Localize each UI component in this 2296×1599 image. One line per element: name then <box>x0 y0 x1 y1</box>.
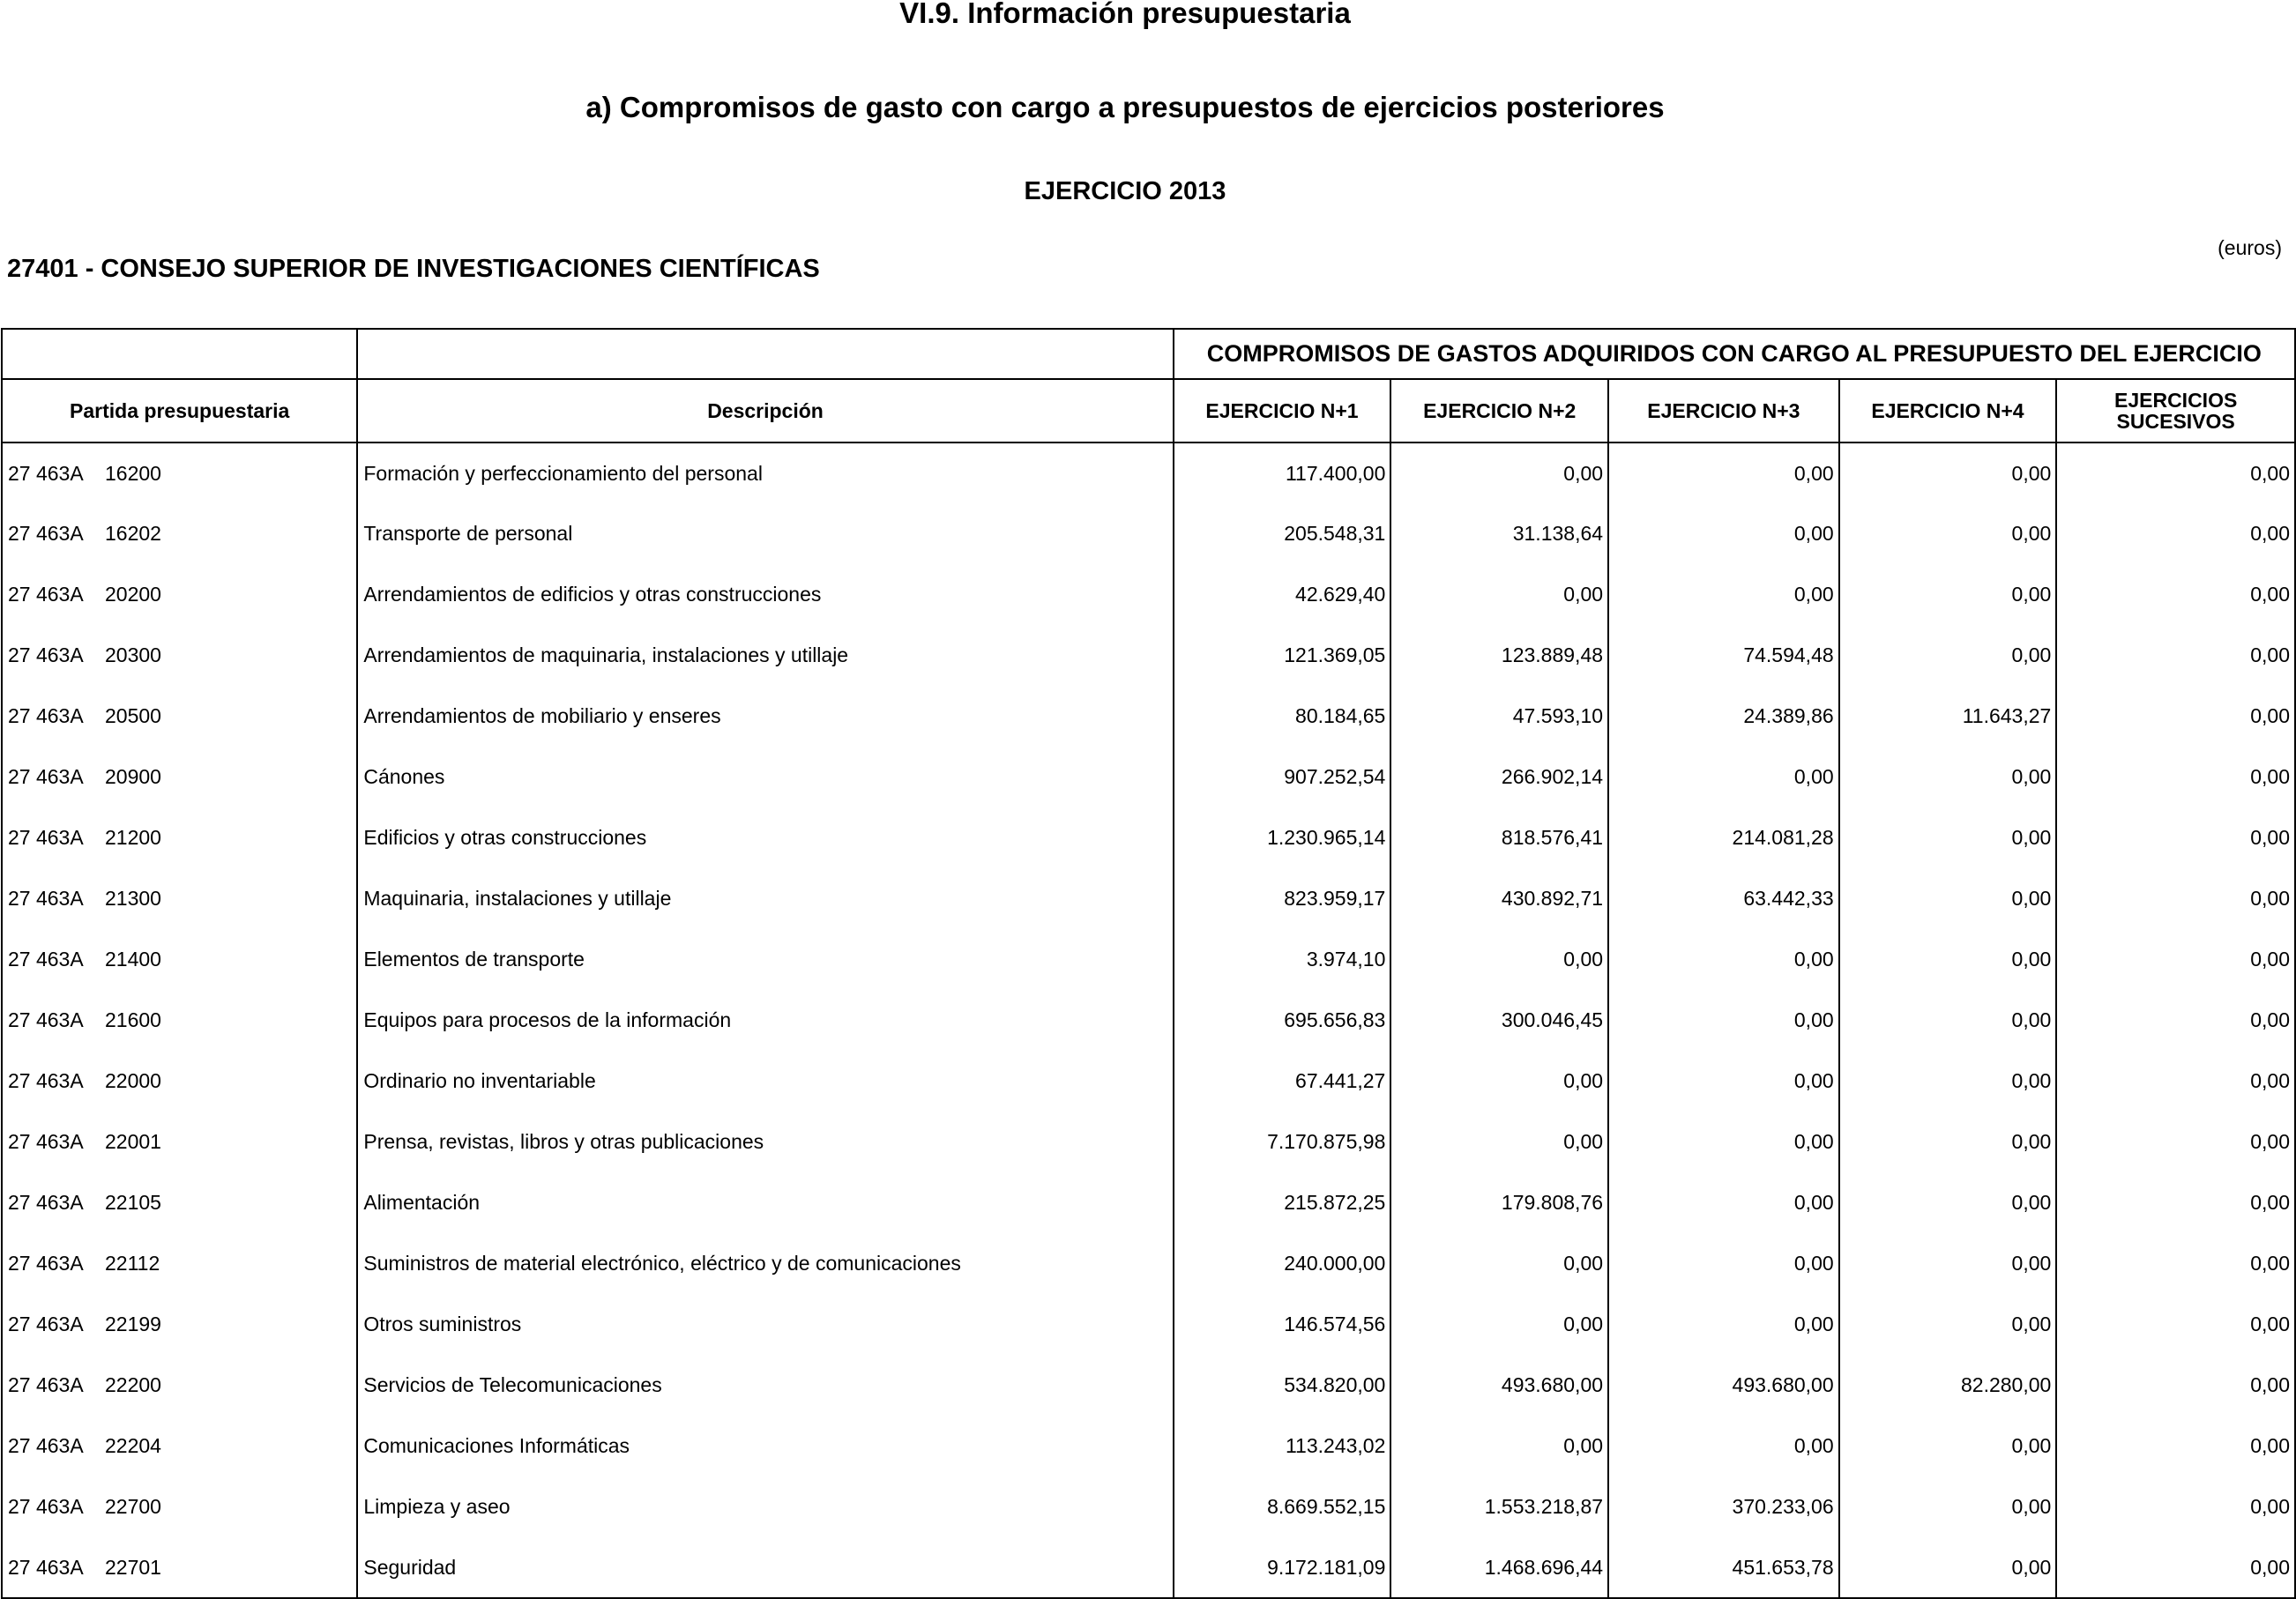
cell-n4: 0,00 <box>1839 990 2057 1051</box>
table-row <box>2 990 2295 1051</box>
cell-n2: 1.553.218,87 <box>1390 1476 1608 1537</box>
cell-n1: 823.959,17 <box>1174 868 1391 929</box>
cell-n2: 430.892,71 <box>1390 868 1608 929</box>
cell-n2: 179.808,76 <box>1390 1172 1608 1233</box>
cell-partida: 27 463A 22204 <box>2 1416 357 1476</box>
cell-sucesivos: 0,00 <box>2056 564 2295 625</box>
cell-n3: 493.680,00 <box>1608 1355 1839 1416</box>
cell-partida: 27 463A 16202 <box>2 503 357 564</box>
cell-n2: 0,00 <box>1390 564 1608 625</box>
cell-n3: 0,00 <box>1608 1172 1839 1233</box>
table-row <box>2 1294 2295 1355</box>
cell-descripcion: Limpieza y aseo <box>357 1476 1173 1537</box>
table-banner-row <box>2 329 2295 379</box>
cell-sucesivos: 0,00 <box>2056 1355 2295 1416</box>
cell-n2: 493.680,00 <box>1390 1355 1608 1416</box>
cell-sucesivos: 0,00 <box>2056 1294 2295 1355</box>
cell-n3: 0,00 <box>1608 1233 1839 1294</box>
page-subtitle: a) Compromisos de gasto con cargo a presupuestos de ejercicios posteriores <box>585 91 1665 123</box>
cell-sucesivos: 0,00 <box>2056 868 2295 929</box>
cell-n3: 0,00 <box>1608 1051 1839 1112</box>
cell-sucesivos: 0,00 <box>2056 503 2295 564</box>
cell-n2: 1.468.696,44 <box>1390 1537 1608 1598</box>
table-row <box>2 807 2295 868</box>
cell-partida: 27 463A 21300 <box>2 868 357 929</box>
cell-partida: 27 463A 22700 <box>2 1476 357 1537</box>
cell-partida: 27 463A 22199 <box>2 1294 357 1355</box>
cell-descripcion: Suministros de material electrónico, eléctrico y de comunicaciones <box>357 1233 1173 1294</box>
table-row <box>2 929 2295 990</box>
cell-n3: 451.653,78 <box>1608 1537 1839 1598</box>
cell-n2: 818.576,41 <box>1390 807 1608 868</box>
cell-descripcion: Formación y perfeccionamiento del personal <box>357 443 1173 503</box>
cell-n4: 0,00 <box>1839 1476 2057 1537</box>
cell-n1: 117.400,00 <box>1174 443 1391 503</box>
column-header-n1: EJERCICIO N+1 <box>1174 379 1391 443</box>
cell-descripcion: Servicios de Telecomunicaciones <box>357 1355 1173 1416</box>
cell-n4: 0,00 <box>1839 1537 2057 1598</box>
cell-n4: 11.643,27 <box>1839 686 2057 747</box>
table-body <box>2 443 2295 1598</box>
cell-partida: 27 463A 22105 <box>2 1172 357 1233</box>
cell-n2: 300.046,45 <box>1390 990 1608 1051</box>
cell-n2: 0,00 <box>1390 443 1608 503</box>
cell-n4: 0,00 <box>1839 1233 2057 1294</box>
table-row <box>2 625 2295 686</box>
cell-n1: 205.548,31 <box>1174 503 1391 564</box>
cell-descripcion: Elementos de transporte <box>357 929 1173 990</box>
cell-n3: 214.081,28 <box>1608 807 1839 868</box>
cell-descripcion: Equipos para procesos de la información <box>357 990 1173 1051</box>
cell-n3: 0,00 <box>1608 747 1839 807</box>
cell-n3: 0,00 <box>1608 1416 1839 1476</box>
cell-n2: 0,00 <box>1390 1294 1608 1355</box>
cell-descripcion: Otros suministros <box>357 1294 1173 1355</box>
cell-sucesivos: 0,00 <box>2056 1112 2295 1172</box>
cell-n1: 907.252,54 <box>1174 747 1391 807</box>
column-header-sucesivos-line1: EJERCICIOS <box>2113 389 2238 412</box>
cell-sucesivos: 0,00 <box>2056 929 2295 990</box>
cell-partida: 27 463A 20500 <box>2 686 357 747</box>
cell-descripcion: Ordinario no inventariable <box>357 1051 1173 1112</box>
cell-n1: 146.574,56 <box>1174 1294 1391 1355</box>
cell-sucesivos: 0,00 <box>2056 686 2295 747</box>
cell-n4: 0,00 <box>1839 1416 2057 1476</box>
table-row <box>2 1476 2295 1537</box>
column-header-sucesivos <box>2056 379 2295 443</box>
cell-n1: 240.000,00 <box>1174 1233 1391 1294</box>
currency-unit-label: (euros) <box>2218 236 2282 259</box>
fiscal-year-heading: EJERCICIO 2013 <box>1024 177 1226 205</box>
cell-n1: 80.184,65 <box>1174 686 1391 747</box>
table-row <box>2 1233 2295 1294</box>
cell-partida: 27 463A 22112 <box>2 1233 357 1294</box>
table-row <box>2 686 2295 747</box>
table-row <box>2 564 2295 625</box>
table-row <box>2 1172 2295 1233</box>
cell-sucesivos: 0,00 <box>2056 747 2295 807</box>
entity-heading: 27401 - CONSEJO SUPERIOR DE INVESTIGACIONES CIENTÍFICAS <box>7 255 820 283</box>
cell-n3: 370.233,06 <box>1608 1476 1839 1537</box>
cell-n1: 113.243,02 <box>1174 1416 1391 1476</box>
cell-n1: 121.369,05 <box>1174 625 1391 686</box>
column-header-partida: Partida presupuestaria <box>2 379 357 443</box>
cell-sucesivos: 0,00 <box>2056 443 2295 503</box>
cell-n2: 266.902,14 <box>1390 747 1608 807</box>
column-header-n2: EJERCICIO N+2 <box>1390 379 1608 443</box>
table-row <box>2 443 2295 503</box>
table-row <box>2 1537 2295 1598</box>
cell-sucesivos: 0,00 <box>2056 625 2295 686</box>
cell-partida: 27 463A 22000 <box>2 1051 357 1112</box>
cell-descripcion: Arrendamientos de mobiliario y enseres <box>357 686 1173 747</box>
budget-commitments-table <box>1 328 2296 1599</box>
column-header-sucesivos-line2: SUCESIVOS <box>2116 410 2235 433</box>
table-row <box>2 1112 2295 1172</box>
cell-n4: 0,00 <box>1839 1112 2057 1172</box>
cell-n4: 0,00 <box>1839 868 2057 929</box>
cell-sucesivos: 0,00 <box>2056 990 2295 1051</box>
cell-descripcion: Edificios y otras construcciones <box>357 807 1173 868</box>
page-title: VI.9. Información presupuestaria <box>899 0 1351 29</box>
cell-n1: 3.974,10 <box>1174 929 1391 990</box>
column-header-descripcion: Descripción <box>357 379 1173 443</box>
cell-partida: 27 463A 20300 <box>2 625 357 686</box>
cell-n3: 24.389,86 <box>1608 686 1839 747</box>
cell-partida: 27 463A 16200 <box>2 443 357 503</box>
table-row <box>2 747 2295 807</box>
cell-n1: 9.172.181,09 <box>1174 1537 1391 1598</box>
cell-n4: 0,00 <box>1839 1051 2057 1112</box>
cell-n2: 123.889,48 <box>1390 625 1608 686</box>
cell-n3: 0,00 <box>1608 929 1839 990</box>
cell-sucesivos: 0,00 <box>2056 807 2295 868</box>
cell-n3: 0,00 <box>1608 1294 1839 1355</box>
cell-sucesivos: 0,00 <box>2056 1233 2295 1294</box>
column-header-n3: EJERCICIO N+3 <box>1608 379 1839 443</box>
cell-sucesivos: 0,00 <box>2056 1416 2295 1476</box>
cell-descripcion: Arrendamientos de edificios y otras construcciones <box>357 564 1173 625</box>
cell-n1: 8.669.552,15 <box>1174 1476 1391 1537</box>
cell-n1: 534.820,00 <box>1174 1355 1391 1416</box>
cell-n4: 0,00 <box>1839 807 2057 868</box>
cell-descripcion: Alimentación <box>357 1172 1173 1233</box>
cell-sucesivos: 0,00 <box>2056 1051 2295 1112</box>
cell-descripcion: Seguridad <box>357 1537 1173 1598</box>
table-row <box>2 868 2295 929</box>
cell-descripcion: Maquinaria, instalaciones y utillaje <box>357 868 1173 929</box>
commitments-banner-header: COMPROMISOS DE GASTOS ADQUIRIDOS CON CARGO AL PRESUPUESTO DEL EJERCICIO <box>1174 329 2295 379</box>
cell-partida: 27 463A 21400 <box>2 929 357 990</box>
cell-n4: 0,00 <box>1839 503 2057 564</box>
banner-empty-cell <box>357 329 1173 379</box>
cell-n1: 67.441,27 <box>1174 1051 1391 1112</box>
table-header-row <box>2 379 2295 443</box>
cell-descripcion: Comunicaciones Informáticas <box>357 1416 1173 1476</box>
column-header-n4: EJERCICIO N+4 <box>1839 379 2057 443</box>
table-row <box>2 1355 2295 1416</box>
cell-n1: 695.656,83 <box>1174 990 1391 1051</box>
cell-n1: 1.230.965,14 <box>1174 807 1391 868</box>
cell-partida: 27 463A 20200 <box>2 564 357 625</box>
cell-n3: 0,00 <box>1608 990 1839 1051</box>
cell-n4: 82.280,00 <box>1839 1355 2057 1416</box>
cell-partida: 27 463A 21200 <box>2 807 357 868</box>
cell-n2: 0,00 <box>1390 1051 1608 1112</box>
cell-n3: 0,00 <box>1608 443 1839 503</box>
cell-partida: 27 463A 21600 <box>2 990 357 1051</box>
cell-n4: 0,00 <box>1839 1172 2057 1233</box>
cell-n3: 63.442,33 <box>1608 868 1839 929</box>
cell-n2: 0,00 <box>1390 929 1608 990</box>
cell-n4: 0,00 <box>1839 1294 2057 1355</box>
cell-partida: 27 463A 22001 <box>2 1112 357 1172</box>
cell-n2: 0,00 <box>1390 1416 1608 1476</box>
table-row <box>2 503 2295 564</box>
cell-sucesivos: 0,00 <box>2056 1172 2295 1233</box>
cell-descripcion: Arrendamientos de maquinaria, instalaciones y utillaje <box>357 625 1173 686</box>
cell-n2: 0,00 <box>1390 1112 1608 1172</box>
table-row <box>2 1051 2295 1112</box>
cell-descripcion: Prensa, revistas, libros y otras publicaciones <box>357 1112 1173 1172</box>
table-row <box>2 1416 2295 1476</box>
cell-n1: 7.170.875,98 <box>1174 1112 1391 1172</box>
cell-n4: 0,00 <box>1839 625 2057 686</box>
cell-n2: 31.138,64 <box>1390 503 1608 564</box>
cell-n2: 0,00 <box>1390 1233 1608 1294</box>
cell-n3: 74.594,48 <box>1608 625 1839 686</box>
cell-partida: 27 463A 22701 <box>2 1537 357 1598</box>
cell-n1: 215.872,25 <box>1174 1172 1391 1233</box>
banner-empty-cell <box>2 329 357 379</box>
cell-n2: 47.593,10 <box>1390 686 1608 747</box>
cell-n1: 42.629,40 <box>1174 564 1391 625</box>
cell-partida: 27 463A 22200 <box>2 1355 357 1416</box>
cell-n4: 0,00 <box>1839 929 2057 990</box>
cell-n4: 0,00 <box>1839 747 2057 807</box>
cell-sucesivos: 0,00 <box>2056 1537 2295 1598</box>
cell-n3: 0,00 <box>1608 503 1839 564</box>
cell-n3: 0,00 <box>1608 1112 1839 1172</box>
cell-descripcion: Cánones <box>357 747 1173 807</box>
cell-n3: 0,00 <box>1608 564 1839 625</box>
cell-sucesivos: 0,00 <box>2056 1476 2295 1537</box>
cell-n4: 0,00 <box>1839 443 2057 503</box>
cell-descripcion: Transporte de personal <box>357 503 1173 564</box>
cell-n4: 0,00 <box>1839 564 2057 625</box>
cell-partida: 27 463A 20900 <box>2 747 357 807</box>
